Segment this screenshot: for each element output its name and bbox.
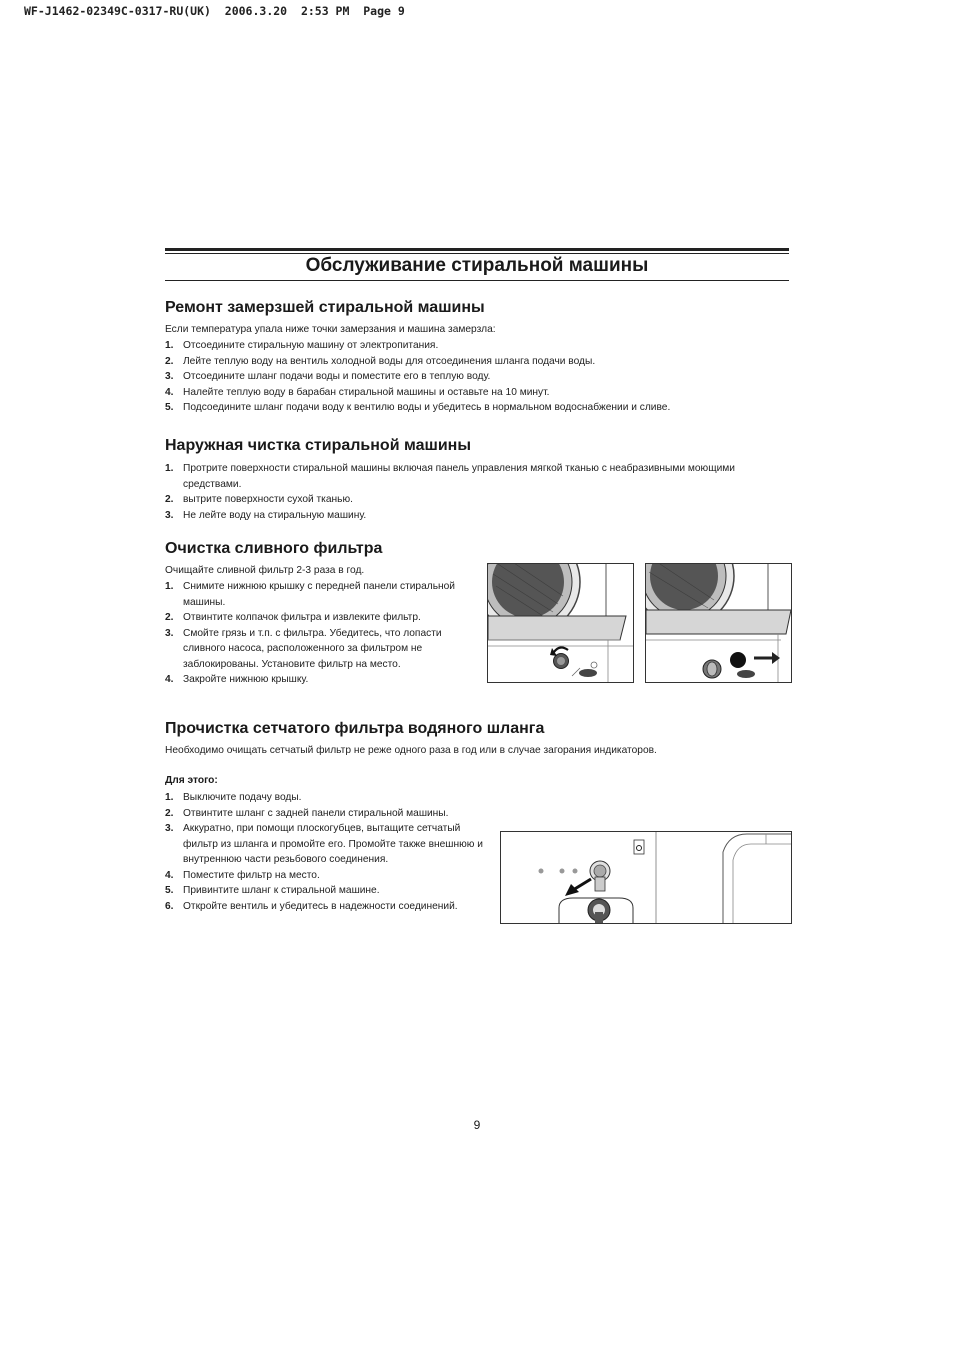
step-item <box>165 806 495 822</box>
step-text: Смойте грязь и т.п. с фильтра. Убедитесь, что лопасти сливного насоса, расположенного за фильтром не заблокированы. Установите фильтр на место. <box>183 627 442 670</box>
steps-exterior <box>165 461 765 523</box>
steps-drain <box>165 579 483 688</box>
step-number: 3. <box>165 823 174 834</box>
step-number: 1. <box>165 463 174 474</box>
step-number: 4. <box>165 674 174 685</box>
step-text: Отвинтите колпачок фильтра и извлеките фильтр. <box>183 612 421 623</box>
step-text: Отвинтите шланг с задней панели стиральной машины. <box>183 807 449 819</box>
step-number: 2. <box>165 612 174 623</box>
step-number: 6. <box>165 900 174 912</box>
section-heading-frozen: Ремонт замерзшей стиральной машины <box>165 299 485 316</box>
illustration-hose-mesh-filter <box>500 831 792 924</box>
step-text: Подсоедините шланг подачи воду к вентилю воды и убедитесь в нормальном водоснабжении и сливе. <box>183 402 671 413</box>
steps-frozen <box>165 338 785 416</box>
step-item <box>165 626 483 673</box>
step-item <box>165 508 765 524</box>
washer-back-hose-drawing <box>501 832 791 923</box>
section-intro-mesh: Необходимо очищать сетчатый фильтр не реже одного раза в год или в случае загорания индикаторов. <box>165 745 657 756</box>
step-item <box>165 354 785 370</box>
step-item <box>165 868 495 884</box>
step-number: 5. <box>165 402 174 413</box>
step-text: Отсоедините стиральную машину от электропитания. <box>183 340 439 351</box>
page-title: Обслуживание стиральной машины <box>305 255 649 276</box>
print-header: WF-J1462-02349C-0317-RU(UK) 2006.3.20 2:53 PM Page 9 <box>24 4 405 18</box>
step-number: 2. <box>165 807 174 819</box>
section-heading-drain: Очистка сливного фильтра <box>165 540 383 557</box>
step-text: Выключите подачу воды. <box>183 792 302 803</box>
section-intro-drain: Очищайте сливной фильтр 2-3 раза в год. <box>165 565 365 576</box>
step-item <box>165 338 785 354</box>
step-item <box>165 672 483 688</box>
step-text: Откройте вентиль и убедитесь в надежности соединений. <box>183 900 458 912</box>
step-item <box>165 369 785 385</box>
step-number: 4. <box>165 869 174 881</box>
step-text: Закройте нижнюю крышку. <box>183 674 309 685</box>
step-text: Снимите нижнюю крышку с передней панели стиральной машины. <box>183 581 455 608</box>
section-heading-mesh: Прочистка сетчатого фильтра водяного шланга <box>165 720 545 737</box>
step-item <box>165 790 495 806</box>
step-number: 4. <box>165 386 174 398</box>
step-number: 1. <box>165 340 174 351</box>
title-rule-bottom <box>165 280 789 281</box>
step-item <box>165 579 483 610</box>
for-this-label: Для этого: <box>165 775 218 786</box>
step-number: 2. <box>165 494 174 505</box>
washer-front-bottom-drawing <box>488 564 633 682</box>
step-text: Аккуратно, при помощи плоскогубцев, вытащите сетчатый фильтр из шланга и промойте его. Промойте также внешнюю и внутреннюю части резьбового соединения. <box>183 823 483 865</box>
step-text: Отсоедините шланг подачи воды и поместите его в теплую воду. <box>183 371 491 382</box>
step-item <box>165 610 483 626</box>
section-heading-exterior: Наружная чистка стиральной машины <box>165 437 471 454</box>
section-intro-frozen: Если температура упала ниже точки замерзания и машина замерзла: <box>165 324 496 335</box>
step-item <box>165 461 765 492</box>
step-number: 3. <box>165 509 174 521</box>
step-number: 1. <box>165 792 174 803</box>
title-rule-top <box>165 248 789 251</box>
step-number: 5. <box>165 885 174 896</box>
step-item <box>165 400 785 416</box>
step-number: 3. <box>165 371 174 382</box>
step-text: Лейте теплую воду на вентиль холодной воды для отсоединения шланга подачи воды. <box>183 355 596 367</box>
step-number: 2. <box>165 355 174 367</box>
step-text: Протрите поверхности стиральной машины включая панель управления мягкой тканью с неабразивными моющими средствами. <box>183 463 735 490</box>
title-rule-top-thin <box>165 253 789 254</box>
steps-mesh <box>165 790 495 914</box>
step-item <box>165 385 785 401</box>
step-text: вытрите поверхности сухой тканью. <box>183 494 353 505</box>
washer-filter-removal-drawing <box>646 564 791 682</box>
step-number: 1. <box>165 581 174 592</box>
step-item <box>165 492 765 508</box>
illustration-pull-out-filter <box>645 563 792 683</box>
step-text: Налейте теплую воду в барабан стиральной машины и оставьте на 10 минут. <box>183 386 550 398</box>
step-text: Привинтите шланг к стиральной машине. <box>183 885 380 896</box>
step-item <box>165 821 495 868</box>
step-item <box>165 883 495 899</box>
step-item <box>165 899 495 915</box>
step-text: Поместите фильтр на место. <box>183 869 320 881</box>
step-text: Не лейте воду на стиральную машину. <box>183 509 367 521</box>
page-number: 9 <box>473 1118 481 1132</box>
illustration-unscrew-filter-cap <box>487 563 634 683</box>
step-number: 3. <box>165 627 174 639</box>
